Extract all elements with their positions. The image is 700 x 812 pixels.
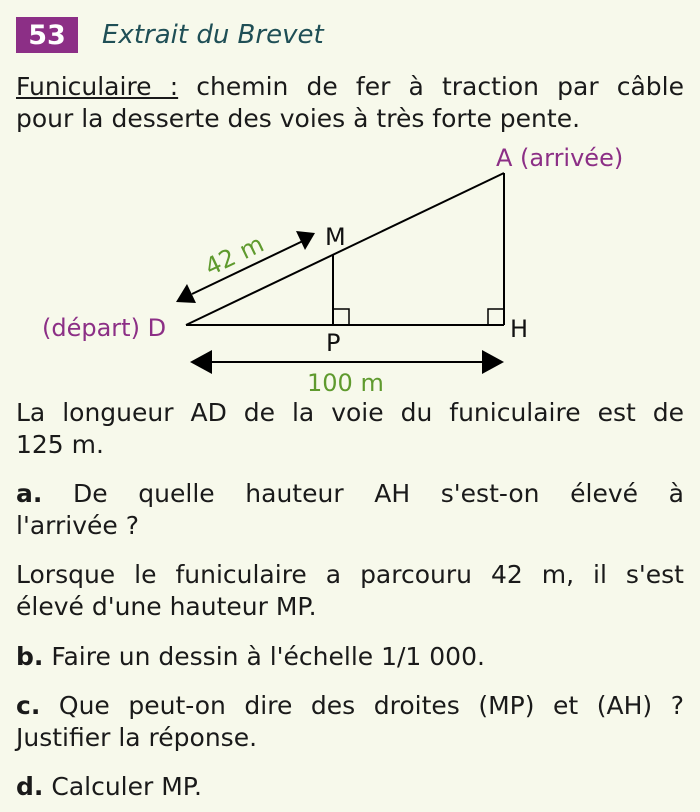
question-c-line-2: Justifier la réponse.	[16, 723, 258, 752]
right-angle-h	[488, 309, 504, 325]
label-dh-length: 100 m	[307, 369, 384, 397]
question-b	[16, 641, 684, 673]
label-m: M	[325, 223, 346, 251]
question-d	[16, 771, 684, 803]
definition-line-2: pour la desserte des voies à très forte pente.	[16, 104, 581, 133]
question-b-label: b.	[16, 642, 44, 671]
funicular-figure	[0, 140, 700, 400]
statement-line-1: Lorsque le funiculaire a parcouru 42 m, il s'est	[16, 560, 684, 589]
question-d-text: Calculer MP.	[51, 772, 202, 801]
exercise-source: Extrait du Brevet	[102, 20, 324, 50]
definition-text-1: chemin de fer à traction par câble	[196, 72, 684, 101]
statement	[16, 559, 684, 623]
right-angle-p	[333, 309, 349, 325]
dh-arrowhead-start	[190, 350, 212, 374]
question-a-line-2: l'arrivée ?	[16, 511, 139, 540]
question-c-label: c.	[16, 691, 41, 720]
label-dm-length: 42 m	[200, 229, 269, 282]
statement-line-2: élevé d'une hauteur MP.	[16, 592, 317, 621]
question-c-text-1: Que peut-on dire des droites (MP) et (AH) ?	[58, 691, 684, 720]
question-a-line-1	[16, 478, 684, 510]
definition-term: Funiculaire :	[16, 72, 179, 101]
intro-line-1: La longueur AD de la voie du funiculaire est de	[16, 398, 684, 427]
label-d: (départ) D	[42, 314, 167, 342]
label-p: P	[326, 329, 341, 357]
question-a	[16, 478, 684, 542]
question-b-text: Faire un dessin à l'échelle 1/1 000.	[51, 642, 485, 671]
question-a-text-1: De quelle hauteur AH s'est-on élevé à	[73, 479, 684, 508]
label-a: A (arrivée)	[496, 144, 624, 172]
question-a-label: a.	[16, 479, 43, 508]
exercise-number-badge: 53	[16, 17, 78, 53]
question-c-line-1	[16, 690, 684, 722]
intro	[16, 397, 684, 461]
question-d-label: d.	[16, 772, 44, 801]
intro-line-2: 125 m.	[16, 430, 104, 459]
dm-arrowhead-end	[296, 231, 315, 250]
definition-line-1	[16, 71, 684, 103]
exercise-header	[16, 16, 324, 54]
label-h: H	[510, 315, 529, 343]
definition	[16, 71, 684, 135]
dh-arrowhead-end	[482, 350, 504, 374]
question-c	[16, 690, 684, 754]
